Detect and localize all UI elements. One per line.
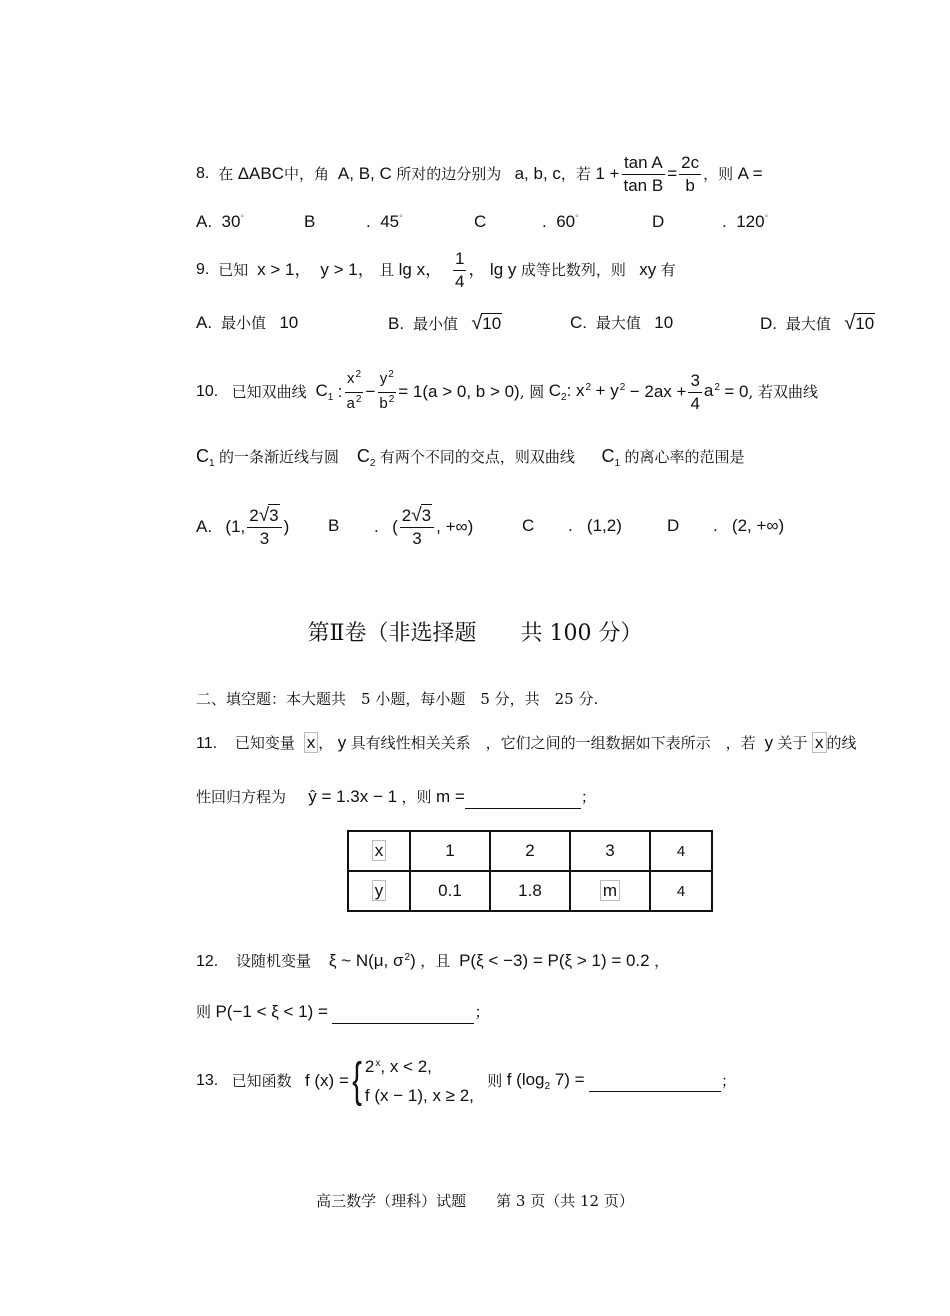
fraction: $\frac{x^2}{a^2}$ (346, 368, 362, 412)
q8-option-b: B (304, 212, 316, 231)
q12-line: 12. 设随机变量 ξ ~ N(μ, $\sigma^2$) ，且 P(ξ < −3) = P(ξ > 1) = 0.2 ， (196, 951, 670, 970)
table-row (348, 831, 712, 871)
fraction: $\frac{\text{tan A}}{\text{tan B}}$ (623, 152, 664, 195)
q10-option-a: A. (1, $\frac{2√3}{3}$ ) (196, 505, 290, 548)
piecewise-cases: 2$^x$, x < 2, f (x − 1), x ≥ 2, (364, 1056, 474, 1105)
q10-option-d-value: . (2, +∞) (713, 516, 785, 535)
fraction: $\frac{1}{4}$ (455, 248, 465, 291)
section-title: 第Ⅱ卷（非选择题 共 100 分） (307, 621, 643, 646)
q9-option-a: A. 最小值 10 (196, 313, 299, 332)
fraction: $\frac{2c}{b}$ (681, 152, 700, 195)
fraction: $\frac{y^2}{b^2}$ (379, 368, 395, 412)
q12-line-2: 则 P(−1 < ξ < 1) = ； (196, 1002, 489, 1024)
q8-option-c-value: . 60° (542, 212, 579, 231)
question-number: 8. (196, 165, 210, 182)
q8-option-c: C (474, 212, 487, 231)
table-cell: 0.1 (410, 871, 490, 911)
question-number: 13. (196, 1072, 219, 1089)
table-cell: 1.8 (490, 871, 570, 911)
q9-option-c: C. 最大值 10 (570, 313, 674, 332)
table-cell: 4 (650, 871, 712, 911)
q8-option-d: D (652, 212, 665, 231)
fraction: $\frac{2√3}{3}$ (400, 504, 434, 550)
table-cell: m (570, 871, 650, 911)
table-cell: 2 (490, 831, 570, 871)
q8-option-b-value: . 45° (366, 212, 403, 231)
table-header-cell: x (348, 831, 410, 871)
q11-line: 11. 已知变量 x ， y 具有线性相关关系 ，它们之间的一组数据如下表所示 ，若 y 关于 x 的线 (196, 733, 857, 752)
q10-line-2: $C_1$ 的一条渐近线与圆 $C_2$ 有两个不同的交点，则双曲线 $C_1$ 的离心率的范围是 (196, 446, 745, 469)
q11-line-2: 性回归方程为 ŷ = 1.3x − 1 ，则 m = ； (196, 787, 596, 809)
q10-option-c: C (522, 516, 535, 535)
q10-option-b: B (328, 516, 340, 535)
q10-line: 10. 已知双曲线 $C_1$ : $\frac{x^2}{a^2}$ − $\frac{y^2}{b^2}$ = 1(a > 0, b > 0) , 圆 $C_2$ : $x^2$ + $y^2$ − 2ax + $\frac{3}{4}$ $a^2$ = 0 , 若双曲线 (196, 368, 818, 416)
q10-option-b-value: . ( $\frac{2√3}{3}$ , +∞) (374, 505, 474, 548)
q9-option-b: B. 最小值 √10 (388, 312, 502, 334)
q8-option-d-value: . 120° (722, 212, 769, 231)
brace: { (352, 1054, 362, 1107)
table-cell: 4 (650, 831, 712, 871)
q10-option-c-value: . (1,2) (568, 516, 622, 535)
q13-line: 13. 已知函数 f (x) = { 2$^x$, x < 2, f (x − 1), x ≥ 2, 则 f ($\log_2$ 7) = ； (196, 1054, 737, 1107)
table-row (348, 871, 712, 911)
table-header-cell: y (348, 871, 410, 911)
answer-blank[interactable] (589, 1071, 721, 1092)
fraction: $\frac{2√3}{3}$ (247, 504, 281, 550)
question-number: 9. (196, 261, 210, 278)
q9-option-d: D. 最大值 √10 (760, 312, 875, 334)
q10-option-d: D (667, 516, 680, 535)
fraction: $\frac{3}{4}$ (690, 370, 700, 413)
question-number: 10. (196, 383, 219, 400)
table-cell: 1 (410, 831, 490, 871)
page-footer: 高三数学（理科）试题 第 3 页（共 12 页） (316, 1192, 634, 1210)
question-number: 12. (196, 953, 219, 970)
question-number: 11. (196, 735, 218, 752)
data-table (347, 830, 713, 912)
table-cell: 3 (570, 831, 650, 871)
answer-blank[interactable] (465, 788, 581, 809)
q9-line: 9. 已知 x > 1， y > 1， 且 lg x， $\frac{1}{4}$ ， lg y 成等比数列，则 xy 有 (196, 248, 676, 291)
answer-blank[interactable] (332, 1003, 474, 1024)
q8-line: 8. 在 ΔABC 中，角 A, B, C 所对的边分别为 a, b, c ，若 1 + $\frac{\text{tan A}}{\text{tan B}}$ = $\frac{2c}{b}$ ，则 A = (196, 152, 763, 195)
part-heading: 二、填空题：本大题共 5 小题，每小题 5 分，共 25 分. (196, 690, 599, 708)
q8-option-a: A. 30° (196, 212, 245, 231)
